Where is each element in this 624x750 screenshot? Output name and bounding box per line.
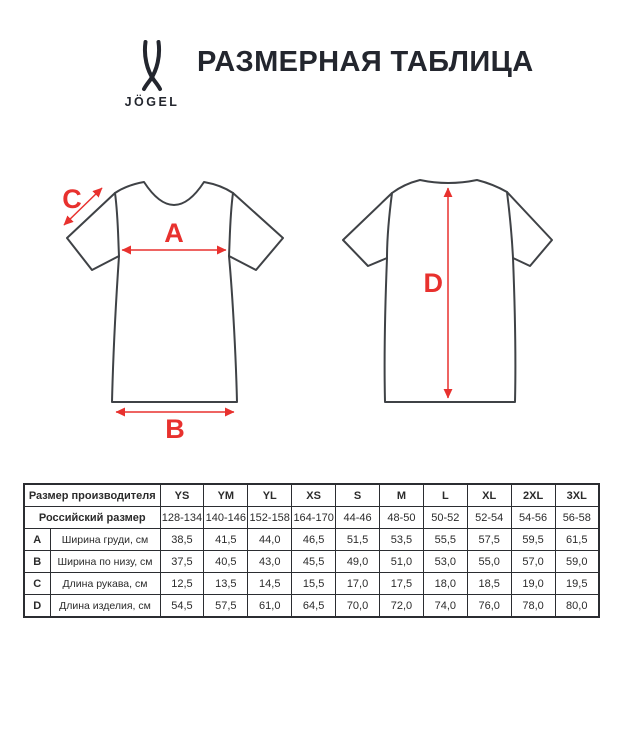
russian-size-cell: 44-46 xyxy=(336,507,380,529)
measurement-value-cell: 13,5 xyxy=(204,573,248,595)
measurement-value-cell: 57,5 xyxy=(204,595,248,618)
russian-size-row xyxy=(24,507,599,529)
size-code-cell: 3XL xyxy=(555,484,599,507)
size-code-cell: L xyxy=(423,484,467,507)
measurement-value-cell: 70,0 xyxy=(336,595,380,618)
dimension-letter-cell: A xyxy=(24,529,50,551)
measurement-value-cell: 43,0 xyxy=(248,551,292,573)
measurement-value-cell: 53,5 xyxy=(379,529,423,551)
russian-size-cell: 140-146 xyxy=(204,507,248,529)
russian-size-cell: 164-170 xyxy=(292,507,336,529)
measurement-value-cell: 17,5 xyxy=(379,573,423,595)
measurement-value-cell: 19,0 xyxy=(511,573,555,595)
russian-size-cell: 48-50 xyxy=(379,507,423,529)
garment-length-label: D xyxy=(423,268,443,298)
size-table xyxy=(23,483,600,618)
measurement-value-cell: 53,0 xyxy=(423,551,467,573)
measurement-name-cell: Длина рукава, см xyxy=(50,573,160,595)
measurement-value-cell: 45,5 xyxy=(292,551,336,573)
russian-size-cell: 50-52 xyxy=(423,507,467,529)
measurement-value-cell: 49,0 xyxy=(336,551,380,573)
tshirt-back-diagram xyxy=(340,168,565,418)
measurement-value-cell: 55,5 xyxy=(423,529,467,551)
size-code-cell: 2XL xyxy=(511,484,555,507)
tshirt-front-diagram xyxy=(55,170,295,445)
measurement-value-cell: 55,0 xyxy=(467,551,511,573)
size-code-cell: YL xyxy=(248,484,292,507)
measurement-value-cell: 12,5 xyxy=(160,573,204,595)
measurement-value-cell: 61,5 xyxy=(555,529,599,551)
measurement-name-cell: Ширина по низу, см xyxy=(50,551,160,573)
manufacturer-size-row xyxy=(24,484,599,507)
measurement-value-cell: 19,5 xyxy=(555,573,599,595)
russian-size-cell: 128-134 xyxy=(160,507,204,529)
russian-size-cell: 152-158 xyxy=(248,507,292,529)
brand-emblem-icon xyxy=(137,40,167,92)
measurement-value-cell: 14,5 xyxy=(248,573,292,595)
bottom-width-label: B xyxy=(165,414,185,444)
measurement-row xyxy=(24,595,599,618)
size-code-cell: M xyxy=(379,484,423,507)
measurement-value-cell: 37,5 xyxy=(160,551,204,573)
measurement-value-cell: 41,5 xyxy=(204,529,248,551)
measurement-value-cell: 76,0 xyxy=(467,595,511,618)
dimension-letter-cell: D xyxy=(24,595,50,618)
measurement-value-cell: 80,0 xyxy=(555,595,599,618)
size-code-cell: YM xyxy=(204,484,248,507)
russian-size-cell: 52-54 xyxy=(467,507,511,529)
size-code-cell: YS xyxy=(160,484,204,507)
measurement-name-cell: Длина изделия, см xyxy=(50,595,160,618)
measurement-value-cell: 57,0 xyxy=(511,551,555,573)
measurement-value-cell: 46,5 xyxy=(292,529,336,551)
measurement-value-cell: 40,5 xyxy=(204,551,248,573)
russian-size-cell: 56-58 xyxy=(555,507,599,529)
measurement-value-cell: 78,0 xyxy=(511,595,555,618)
measurement-name-cell: Ширина груди, см xyxy=(50,529,160,551)
measurement-value-cell: 61,0 xyxy=(248,595,292,618)
size-code-cell: XS xyxy=(292,484,336,507)
measurement-row xyxy=(24,551,599,573)
measurement-value-cell: 17,0 xyxy=(336,573,380,595)
measurement-value-cell: 18,5 xyxy=(467,573,511,595)
brand-logo xyxy=(117,40,187,109)
manufacturer-size-label: Размер производителя xyxy=(24,484,160,507)
measurement-value-cell: 72,0 xyxy=(379,595,423,618)
measurement-value-cell: 18,0 xyxy=(423,573,467,595)
measurement-value-cell: 57,5 xyxy=(467,529,511,551)
measurement-value-cell: 44,0 xyxy=(248,529,292,551)
measurement-row xyxy=(24,573,599,595)
size-code-cell: XL xyxy=(467,484,511,507)
measurement-value-cell: 54,5 xyxy=(160,595,204,618)
measurement-value-cell: 51,5 xyxy=(336,529,380,551)
size-code-cell: S xyxy=(336,484,380,507)
sleeve-length-label: C xyxy=(62,184,82,214)
measurement-value-cell: 59,5 xyxy=(511,529,555,551)
measurement-value-cell: 59,0 xyxy=(555,551,599,573)
dimension-letter-cell: B xyxy=(24,551,50,573)
measurement-value-cell: 64,5 xyxy=(292,595,336,618)
measurement-value-cell: 51,0 xyxy=(379,551,423,573)
page-title: РАЗМЕРНАЯ ТАБЛИЦА xyxy=(197,46,534,78)
measurement-row xyxy=(24,529,599,551)
measurement-value-cell: 38,5 xyxy=(160,529,204,551)
measurement-value-cell: 74,0 xyxy=(423,595,467,618)
measurement-value-cell: 15,5 xyxy=(292,573,336,595)
brand-name: JÖGEL xyxy=(124,95,180,109)
front-shirt-outline xyxy=(67,182,283,402)
dimension-letter-cell: C xyxy=(24,573,50,595)
russian-size-cell: 54-56 xyxy=(511,507,555,529)
russian-size-label: Российский размер xyxy=(24,507,160,529)
chest-width-label: A xyxy=(164,218,184,248)
